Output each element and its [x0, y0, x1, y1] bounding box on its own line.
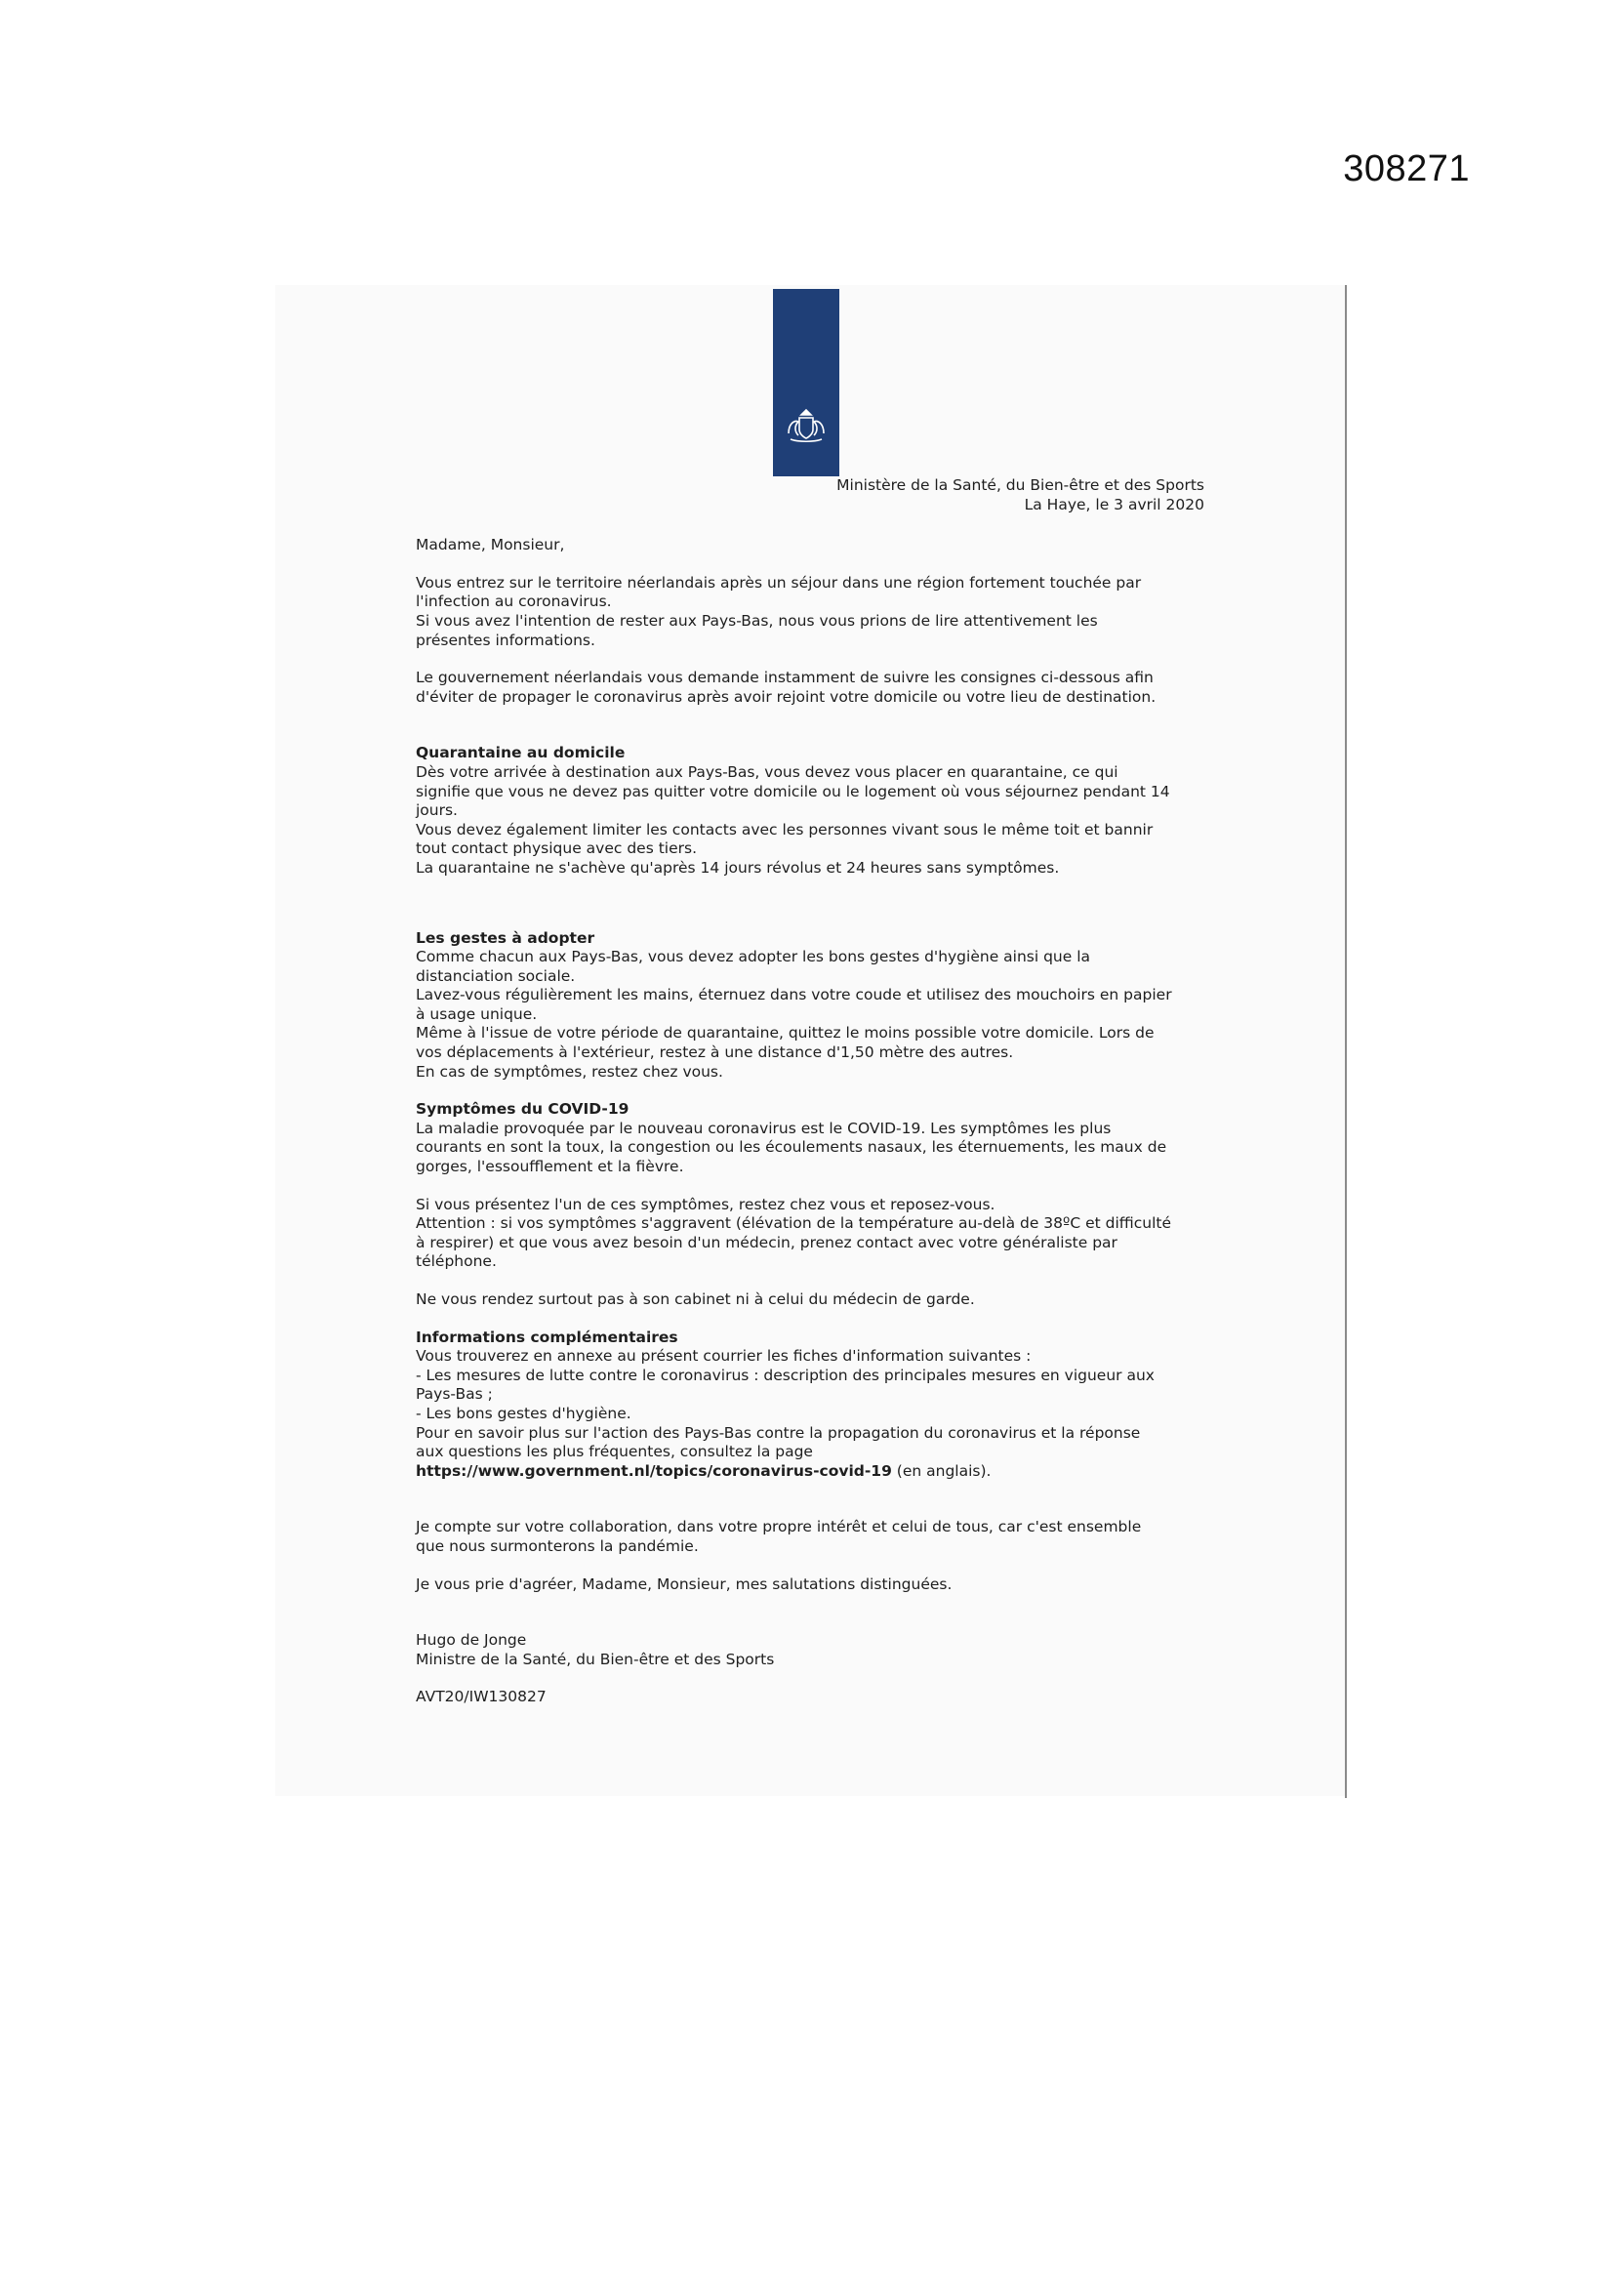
section-quarantine	[416, 744, 1204, 878]
text-line: Vous devez également limiter les contacts avec les personnes vivant sous le même toit et bannir	[416, 820, 1154, 838]
text-line: Ne vous rendez surtout pas à son cabinet ni à celui du médecin de garde.	[416, 1290, 975, 1308]
text-line: signifie que vous ne devez pas quitter votre domicile ou le logement où vous séjournez pendant 14	[416, 782, 1170, 800]
request-paragraph	[416, 669, 1204, 707]
text-line: Le gouvernement néerlandais vous demande instamment de suivre les consignes ci-dessous afin	[416, 669, 1154, 687]
text-line: La maladie provoquée par le nouveau coronavirus est le COVID-19. Les symptômes les plus	[416, 1119, 1112, 1137]
text-line: jours.	[416, 801, 458, 820]
text-line: En cas de symptômes, restez chez vous.	[416, 1062, 723, 1081]
text-line: gorges, l'essoufflement et la fièvre.	[416, 1158, 684, 1176]
scan-edge-line	[1345, 285, 1347, 1798]
closing-paragraph	[416, 1518, 1204, 1556]
text-line: présentes informations.	[416, 631, 595, 649]
text-line: téléphone.	[416, 1252, 497, 1271]
section-heading: Symptômes du COVID-19	[416, 1100, 629, 1119]
letter-body	[416, 476, 1204, 1707]
government-url-link[interactable]: https://www.government.nl/topics/coronavirus-covid-19	[416, 1461, 892, 1480]
text-line: Je compte sur votre collaboration, dans votre propre intérêt et celui de tous, car c'est ensemble	[416, 1518, 1142, 1536]
place-date: La Haye, le 3 avril 2020	[1024, 495, 1204, 513]
url-suffix: (en anglais).	[891, 1461, 992, 1480]
text-line: à respirer) et que vous avez besoin d'un médecin, prenez contact avec votre généraliste par	[416, 1233, 1117, 1251]
text-line: - Les bons gestes d'hygiène.	[416, 1404, 631, 1422]
text-line: Lavez-vous régulièrement les mains, éternuez dans votre coude et utilisez des mouchoirs en papier	[416, 986, 1172, 1004]
signature-block	[416, 1631, 1204, 1669]
text-line: Si vous avez l'intention de rester aux Pays-Bas, nous vous prions de lire attentivement les	[416, 611, 1098, 630]
section-symptoms	[416, 1100, 1204, 1309]
text-line: Pour en savoir plus sur l'action des Pays-Bas contre la propagation du coronavirus et la réponse	[416, 1423, 1141, 1442]
text-line: Comme chacun aux Pays-Bas, vous devez adopter les bons gestes d'hygiène ainsi que la	[416, 948, 1091, 966]
government-logo-band	[773, 289, 839, 476]
text-line: Attention : si vos symptômes s'aggravent (élévation de la température au-delà de 38ºC et difficulté	[416, 1214, 1172, 1233]
text-line: l'infection au coronavirus.	[416, 593, 612, 611]
section-heading: Les gestes à adopter	[416, 928, 595, 947]
royal-coat-of-arms-icon	[783, 406, 830, 445]
section-info	[416, 1329, 1204, 1482]
text-line: distanciation sociale.	[416, 966, 576, 985]
signatory-title: Ministre de la Santé, du Bien-être et des Sports	[416, 1650, 775, 1668]
text-line: d'éviter de propager le coronavirus après avoir rejoint votre domicile ou votre lieu de destination.	[416, 687, 1157, 706]
letter-header	[416, 476, 1204, 514]
document-number: 308271	[1343, 148, 1470, 189]
text-line: Pays-Bas ;	[416, 1385, 493, 1404]
text-line: La quarantaine ne s'achève qu'après 14 jours révolus et 24 heures sans symptômes.	[416, 858, 1060, 877]
text-line: aux questions les plus fréquentes, consultez la page	[416, 1443, 813, 1461]
salutation: Madame, Monsieur,	[416, 536, 565, 554]
text-line: vos déplacements à l'extérieur, restez à une distance d'1,50 mètre des autres.	[416, 1043, 1014, 1062]
text-line: courants en sont la toux, la congestion ou les écoulements nasaux, les éternuements, les maux de	[416, 1138, 1167, 1157]
text-line: tout contact physique avec des tiers.	[416, 839, 697, 858]
text-line: que nous surmonterons la pandémie.	[416, 1536, 699, 1555]
reference-code: AVT20/IW130827	[416, 1688, 547, 1706]
intro-paragraph	[416, 574, 1204, 650]
url-line	[416, 1462, 1204, 1482]
text-line: Si vous présentez l'un de ces symptômes, restez chez vous et reposez-vous.	[416, 1195, 995, 1213]
section-gestures	[416, 929, 1204, 1083]
section-heading: Informations complémentaires	[416, 1328, 678, 1346]
text-line: à usage unique.	[416, 1004, 538, 1023]
regards: Je vous prie d'agréer, Madame, Monsieur, mes salutations distinguées.	[416, 1574, 953, 1593]
text-line: - Les mesures de lutte contre le coronavirus : description des principales mesures en vigueur aux	[416, 1366, 1155, 1384]
text-line: Vous trouverez en annexe au présent courrier les fiches d'information suivantes :	[416, 1347, 1032, 1366]
text-line: Vous entrez sur le territoire néerlandais après un séjour dans une région fortement touchée par	[416, 573, 1142, 592]
text-line: Même à l'issue de votre période de quarantaine, quittez le moins possible votre domicile. Lors de	[416, 1024, 1155, 1043]
signatory-name: Hugo de Jonge	[416, 1631, 527, 1650]
section-heading: Quarantaine au domicile	[416, 744, 626, 762]
text-line: Dès votre arrivée à destination aux Pays-Bas, vous devez vous placer en quarantaine, ce qui	[416, 762, 1118, 781]
ministry-name: Ministère de la Santé, du Bien-être et des Sports	[836, 476, 1204, 494]
